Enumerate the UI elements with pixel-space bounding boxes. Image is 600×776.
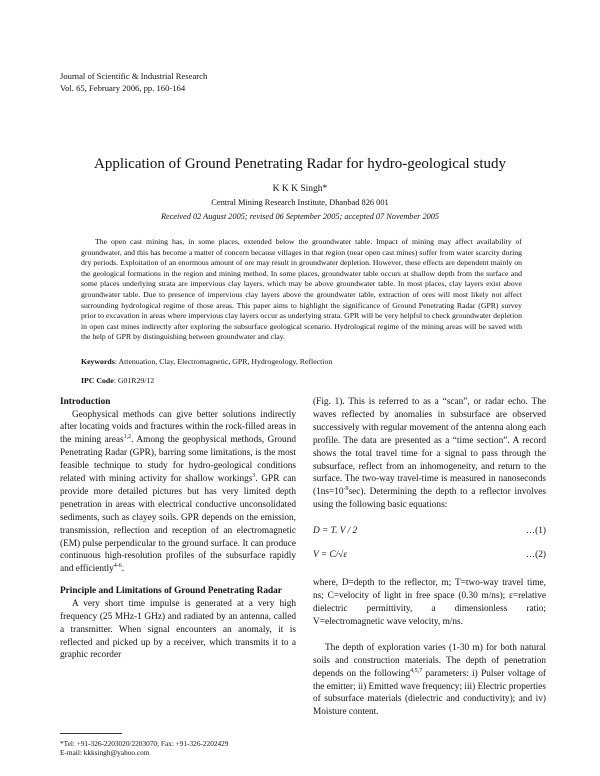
intro-text-b: . Among the geophysical methods, Ground Penetrating Radar (GPR), barring some limitations, is the most feasible technique to study for hydro-geological conditions related with mining activity for shallow workings <box>60 435 296 485</box>
exponent: -9 <box>343 486 349 493</box>
right-column <box>313 396 546 719</box>
ipc-code <box>81 376 154 385</box>
equation-1-text: D = T. V / 2 <box>313 526 358 537</box>
paper-affiliation: Central Mining Research Institute, Dhanbad 826 001 <box>211 198 389 207</box>
variables-paragraph: where, D=depth to the reflector, m; T=two-way travel time, ns; C=velocity of light in free space (0.30 m/ns); ε=relative dielectric permittivity, a dimensionless ratio; V=electromagnetic wave velocity, m/ns. <box>313 578 546 627</box>
intro-text-a: Geophysical methods can give better solutions indirectly after locating voids and fractures within the rock-filled areas in the mining areas <box>60 409 296 446</box>
intro-paragraph <box>60 409 296 577</box>
equation-1-number: …(1) <box>525 526 546 537</box>
citation-ref: 1,2 <box>123 434 132 441</box>
keywords-text: : Attenuation, Clay, Electromagnetic, GPR, Hydrogeology, Reflection <box>114 357 333 366</box>
radar-echo-paragraph <box>313 396 546 512</box>
principle-paragraph: A very short time impulse is generated at a very high frequency (25 MHz-1 GHz) and radiated by an antenna, called a transmitter. When signal encounters an anomaly, it is reflected and picked up by a receiver, which transmits it to a graphic recorder <box>60 598 296 661</box>
paper-title: Application of Ground Penetrating Radar for hydro-geological study <box>94 156 506 172</box>
paper-dates: Received 02 August 2005; revised 06 September 2005; accepted 07 November 2005 <box>160 212 440 221</box>
equation-2-text: V = C/√ε <box>313 550 347 561</box>
ipc-text: : G01R29/12 <box>113 376 155 385</box>
echo-text-b: sec). Determining the depth to a reflector involves using the following basic equations: <box>313 487 546 511</box>
paper-author: K K K Singh* <box>272 184 328 194</box>
keywords <box>81 357 522 366</box>
footnote-email: E-mail: kkksingh@yahoo.com <box>60 748 150 758</box>
footnote-rule <box>60 733 122 734</box>
keywords-label: Keywords <box>81 357 115 366</box>
principle-heading: Principle and Limitations of Ground Penetrating Radar <box>60 586 282 597</box>
abstract: The open cast mining has, in some places, extended below the groundwater table. Impact of mining may affect availability of groundwater, and this has become a matter of concern because villages in that region (near open cast mines) suffer from water scarcity during dry periods. Exploitation of an enormous amount of ore may result in groundwater depletion. However, these effects are dependent mainly on the geological formations in the region and mining method. In some places, groundwater table occurs at shallow depth from the surface and some places underlying strata are impervious clay layers, which may be above groundwater table. In most places, clay layers exist above groundwater table. Due to presence of impervious clay layers above the groundwater table, extraction of ores will most likely not affect surrounding hydrological regime of those areas. This paper aims to highlight the significance of Ground Penetrating Radar (GPR) survey prior to excavation in areas where impervious clay layers occur as underlying strata. GPR will be very helpful to check groundwater depletion in open cast mines indirectly after exploring the subsurface geological scenario. Hydrological regime of the mining areas will be saved with the help of GPR by distinguishing between groundwater and clay. <box>81 237 522 342</box>
equation-2 <box>313 549 546 564</box>
citation-ref: 4-6 <box>113 563 122 570</box>
equation-1 <box>313 525 546 540</box>
depth-text-b: parameters: i) Pulser voltage of the emitter; ii) Emitted wave frequency; iii) Electric properties of subsurface materials (dielectric and conductivity); and iv) Moisture content. <box>313 668 547 718</box>
citation-ref: 3 <box>252 473 256 480</box>
footnote-contact: *Tel: +91-326-2203020/2203070; Fax: +91-326-2202429 <box>60 739 229 748</box>
journal-issue: Vol. 65, February 2006, pp. 160-164 <box>60 83 186 93</box>
depth-paragraph <box>313 642 546 719</box>
journal-name: Journal of Scientific & Industrial Research <box>60 71 208 81</box>
citation-ref: 4,5,7 <box>410 667 423 674</box>
echo-text-a: (Fig. 1). This is referred to as a “scan”, or radar echo. The waves reflected by anomalies in subsurface are observed successively with regular movement of the antenna along each profile. The data are presented as a “time section”. A record shows the total travel time for a signal to pass through the subsurface, reflect from an inhomogeneity, and return to the surface. The two-way travel-time is measured in nanoseconds (1ns=10 <box>313 397 546 498</box>
depth-text-a: The depth of exploration varies (1-30 m) for both natural soils and construction materials. The depth of penetration depends on the following <box>313 642 546 679</box>
journal-header <box>60 70 207 94</box>
left-column <box>60 396 296 662</box>
ipc-label: IPC Code <box>81 376 114 385</box>
intro-text-c: . GPR can provide more detailed pictures but has very limited depth penetration in areas with electrical conductive unconsolidated sediments, such as clayey soils. GPR depends on the emission, transmission, reflection and reception of an electromagnetic (EM) pulse perpendicular to the ground surface. It can produce continuous high-resolution profiles of the subsurface rapidly and efficiently <box>60 474 296 575</box>
footnote <box>60 739 228 758</box>
intro-text-d: . <box>121 564 125 575</box>
intro-heading: Introduction <box>60 397 111 407</box>
equation-2-number: …(2) <box>525 550 546 561</box>
